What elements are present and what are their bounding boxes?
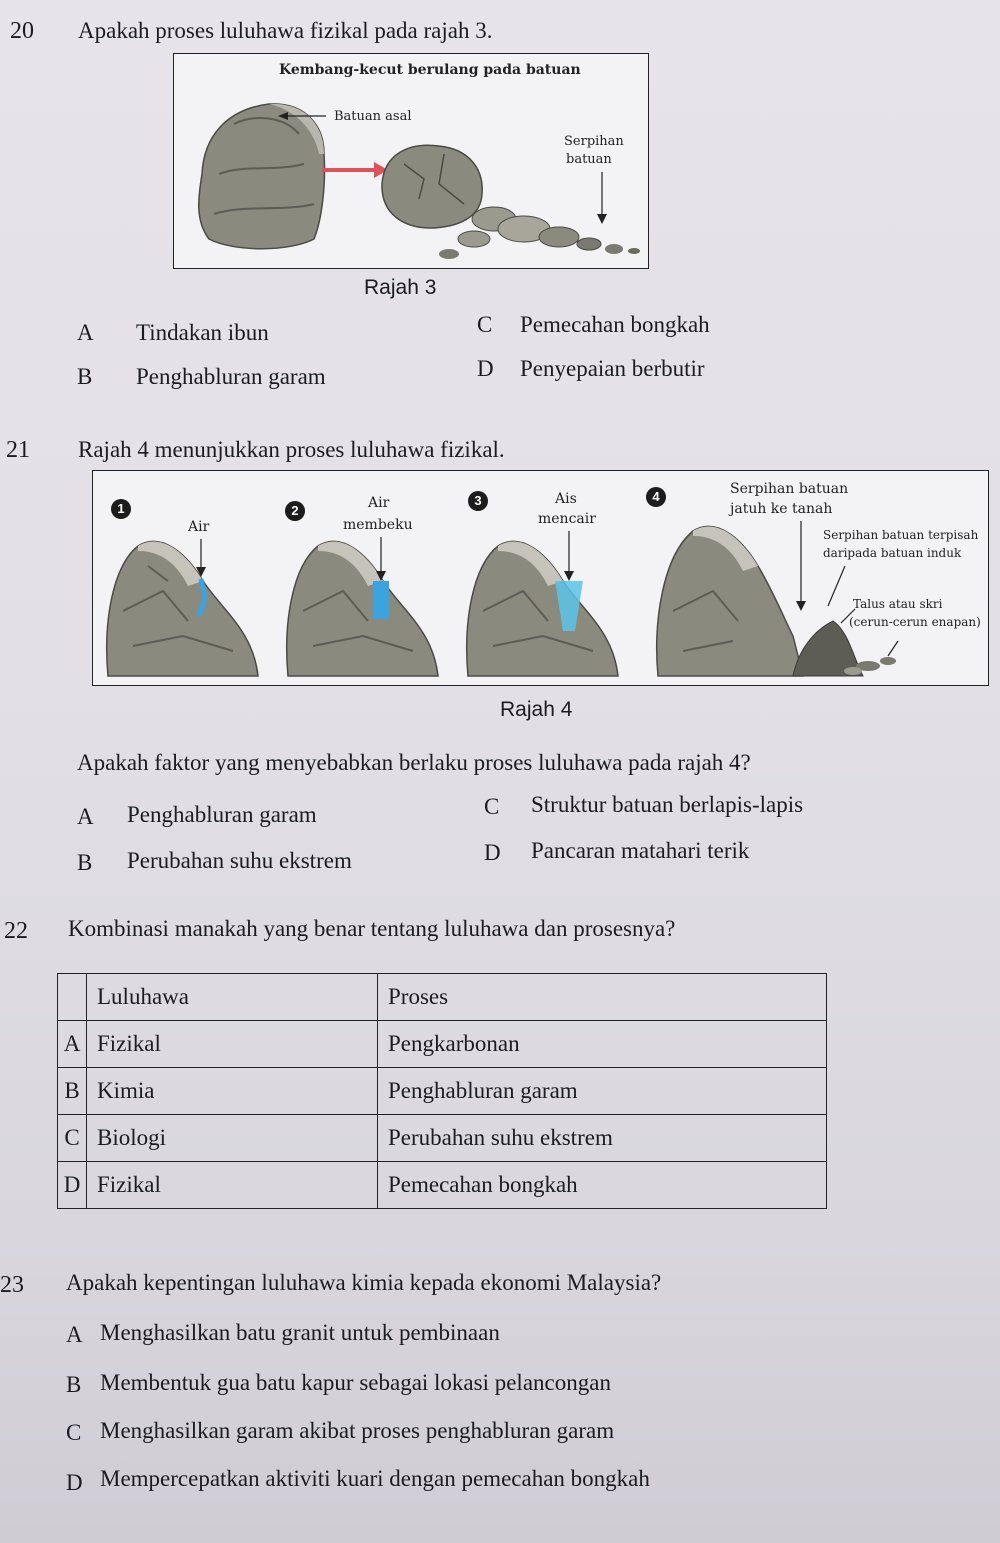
figure-rajah-4 <box>92 470 989 686</box>
label-talus-1: Talus atau skri <box>853 597 943 611</box>
option-text: Pancaran matahari terik <box>531 838 750 863</box>
row-luluhawa: Kimia <box>87 1068 378 1115</box>
q22-number: 22 <box>4 918 28 944</box>
step-1-badge: 1 <box>111 499 131 519</box>
figure-rajah-3 <box>173 53 649 269</box>
option-letter: B <box>66 1372 82 1397</box>
table-header-cell <box>58 974 87 1021</box>
row-proses: Pemecahan bongkah <box>378 1162 827 1209</box>
option-letter: B <box>77 364 93 389</box>
row-proses: Perubahan suhu ekstrem <box>378 1115 827 1162</box>
q21-number: 21 <box>6 437 30 463</box>
table-header-cell: Proses <box>378 974 827 1021</box>
label-serpihan: Serpihan <box>564 134 624 149</box>
label-air-membeku-1: Air <box>368 495 390 511</box>
table-header-row <box>58 974 827 1021</box>
q23-number: 23 <box>0 1272 24 1298</box>
row-luluhawa: Fizikal <box>87 1021 378 1068</box>
q23-question: Apakah kepentingan luluhawa kimia kepada ekonomi Malaysia? <box>66 1270 662 1295</box>
option-letter: D <box>66 1470 83 1495</box>
row-letter: A <box>58 1021 87 1068</box>
fractured-rock <box>382 145 482 228</box>
row-letter: C <box>58 1115 87 1162</box>
option-text: Menghasilkan garam akibat proses penghabluran garam <box>100 1418 615 1443</box>
table-header-cell: Luluhawa <box>87 974 378 1021</box>
option-text: Mempercepatkan aktiviti kuari dengan pemecahan bongkah <box>100 1466 650 1491</box>
option-text: Struktur batuan berlapis-lapis <box>531 792 804 817</box>
q20-number: 20 <box>10 18 34 44</box>
figure-title: Kembang-kecut berulang pada batuan <box>279 62 581 78</box>
label-batuan: batuan <box>566 152 612 167</box>
option-letter: D <box>484 840 501 865</box>
label-serpihan-jatuh-1: Serpihan batuan <box>730 481 849 497</box>
label-ais-1: Ais <box>555 491 577 507</box>
label-terpisah-2: daripada batuan induk <box>823 546 962 560</box>
option-text: Tindakan ibun <box>136 320 269 345</box>
option-text: Penghabluran garam <box>127 802 317 827</box>
option-letter: B <box>77 850 93 875</box>
table-row[interactable] <box>58 1021 827 1068</box>
option-letter: A <box>77 320 94 345</box>
option-letter: C <box>484 794 500 819</box>
q22-question: Kombinasi manakah yang benar tentang luluhawa dan prosesnya? <box>68 916 676 941</box>
row-letter: B <box>58 1068 87 1115</box>
option-letter: C <box>66 1420 82 1445</box>
label-serpihan-jatuh-2: jatuh ke tanah <box>730 501 833 517</box>
label-talus-2: (cerun-cerun enapan) <box>849 615 981 629</box>
option-letter: D <box>477 356 494 381</box>
row-proses: Penghabluran garam <box>378 1068 827 1115</box>
row-proses: Pengkarbonan <box>378 1021 827 1068</box>
step-3-badge: 3 <box>468 491 488 511</box>
option-text: Pemecahan bongkah <box>520 312 710 337</box>
freeze-thaw-illustration <box>93 471 988 685</box>
label-air-membeku-2: membeku <box>343 517 413 533</box>
option-letter: A <box>77 804 94 829</box>
row-luluhawa: Biologi <box>87 1115 378 1162</box>
table-row[interactable] <box>58 1162 827 1209</box>
q21-question: Rajah 4 menunjukkan proses luluhawa fizikal. <box>78 437 505 462</box>
ice-wedge-2 <box>373 581 389 619</box>
option-letter: C <box>477 312 493 337</box>
option-text: Membentuk gua batu kapur sebagai lokasi pelancongan <box>100 1370 611 1395</box>
step-4-badge: 4 <box>646 487 666 507</box>
option-text: Perubahan suhu ekstrem <box>127 848 352 873</box>
luluhawa-table <box>57 973 827 1209</box>
row-luluhawa: Fizikal <box>87 1162 378 1209</box>
label-batuan-asal: Batuan asal <box>334 109 412 124</box>
option-text: Penyepaian berbutir <box>520 356 705 381</box>
table-row[interactable] <box>58 1068 827 1115</box>
caption-rajah-4: Rajah 4 <box>500 698 573 721</box>
option-text: Menghasilkan batu granit untuk pembinaan <box>100 1320 500 1345</box>
step-2-badge: 2 <box>285 501 305 521</box>
label-terpisah-1: Serpihan batuan terpisah <box>823 528 979 542</box>
label-ais-2: mencair <box>538 511 596 527</box>
q21-subquestion: Apakah faktor yang menyebabkan berlaku proses luluhawa pada rajah 4? <box>77 750 751 775</box>
option-letter: A <box>66 1322 83 1347</box>
row-letter: D <box>58 1162 87 1209</box>
q20-question: Apakah proses luluhawa fizikal pada rajah 3. <box>78 18 493 43</box>
label-air: Air <box>188 519 210 535</box>
caption-rajah-3: Rajah 3 <box>364 276 437 299</box>
table-row[interactable] <box>58 1115 827 1162</box>
option-text: Penghabluran garam <box>136 364 326 389</box>
